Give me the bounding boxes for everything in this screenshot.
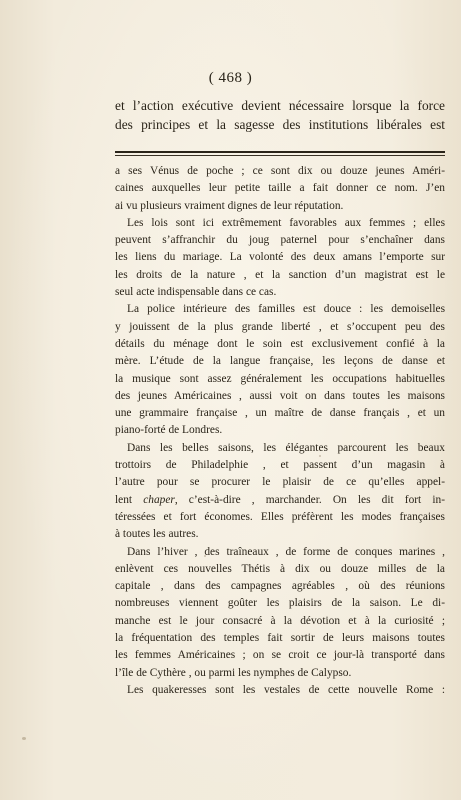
text-line: la musique sont assez généralement les occupations habituelles xyxy=(115,372,445,385)
text-line: ai vu plusieurs vraiment dignes de leur réputation. xyxy=(115,199,344,212)
text-line: la fréquentation des temples fait sortir de leurs maisons toutes xyxy=(115,632,445,645)
text-line: Dans les belles saisons, les élégantes parcourent les beaux xyxy=(127,441,445,454)
text-line: caines auxquelles leur petite taille a fait donner ce nom. J’en xyxy=(115,182,445,195)
text-line: lent chaper, c’est-à-dire , marchander. On les dit fort in- xyxy=(115,493,445,506)
text-line: enlèvent ces nouvelles Thétis à dix ou douze milles de la xyxy=(115,562,445,575)
text-line: La police intérieure des familles est douce : les demoiselles xyxy=(127,303,445,316)
text-line: à toutes les autres. xyxy=(115,528,199,541)
text-line: détails du ménage dont le soin est exclusivement confié à la xyxy=(115,337,445,350)
text-line: les droits de la nature , et la sanction d’un magistrat est le xyxy=(115,268,445,281)
text-line: téressées et fort économes. Elles préfèrent les modes françaises xyxy=(115,510,445,523)
section-divider-rule xyxy=(115,151,445,153)
text-line: capitale , dans des campagnes agréables , où des réunions xyxy=(115,580,445,593)
text-line: piano-forté de Londres. xyxy=(115,424,223,437)
text-line: des jeunes Américaines , aussi voit on dans toutes les maisons xyxy=(115,389,445,402)
text-line: trottoirs de Philadelphie , et passent d’un magasin à xyxy=(115,459,445,472)
text-line: Les quakeresses sont les vestales de cette nouvelle Rome : xyxy=(127,683,445,696)
text-line: manche est le jour consacré à la dévotion et à la curiosité ; xyxy=(115,614,445,627)
text-line: Dans l’hiver , des traîneaux , de forme de conques marines , xyxy=(127,545,445,558)
text-line: les liens du mariage. La volonté des deux amans l’emporte sur xyxy=(115,251,445,264)
text-line: une grammaire française , un maître de danse français , et un xyxy=(115,407,445,420)
page-number: ( 468 ) xyxy=(208,70,253,86)
text-line: l’île de Cythère , ou parmi les nymphes de Calypso. xyxy=(115,666,352,679)
text-line: a ses Vénus de poche ; ce sont dix ou douze jeunes Améri- xyxy=(115,165,445,177)
italic-term: chaper xyxy=(143,493,175,506)
text-line: nombreuses viennent goûter les plaisirs de la saison. Le di- xyxy=(115,597,445,610)
paper-speck xyxy=(319,455,321,457)
text-line: y jouissent de la plus grande liberté , et s’occupent peu des xyxy=(115,320,445,333)
paper-speck xyxy=(204,555,206,557)
header-line: et l’action exécutive devient nécessaire lorsque la force xyxy=(115,98,445,113)
text-line: l’autre pour se procurer le plaisir de ce qu’elles appel- xyxy=(115,476,445,489)
body-text xyxy=(115,163,445,699)
paper-speck xyxy=(22,737,26,740)
text-line: seul acte indispensable dans ce cas. xyxy=(115,286,277,299)
text-line: les femmes Américaines ; on se croit ce jour-là transporté dans xyxy=(115,649,445,662)
text-line: peuvent s’affranchir du joug paternel pour s’enchaîner dans xyxy=(115,234,445,247)
running-header-text xyxy=(115,96,445,134)
text-line: mère. L’étude de la langue française, les leçons de danse et xyxy=(115,355,445,368)
text-line: Les lois sont ici extrêmement favorables aux femmes ; elles xyxy=(127,216,445,229)
header-line: des principes et la sagesse des institutions libérales est xyxy=(115,117,445,132)
